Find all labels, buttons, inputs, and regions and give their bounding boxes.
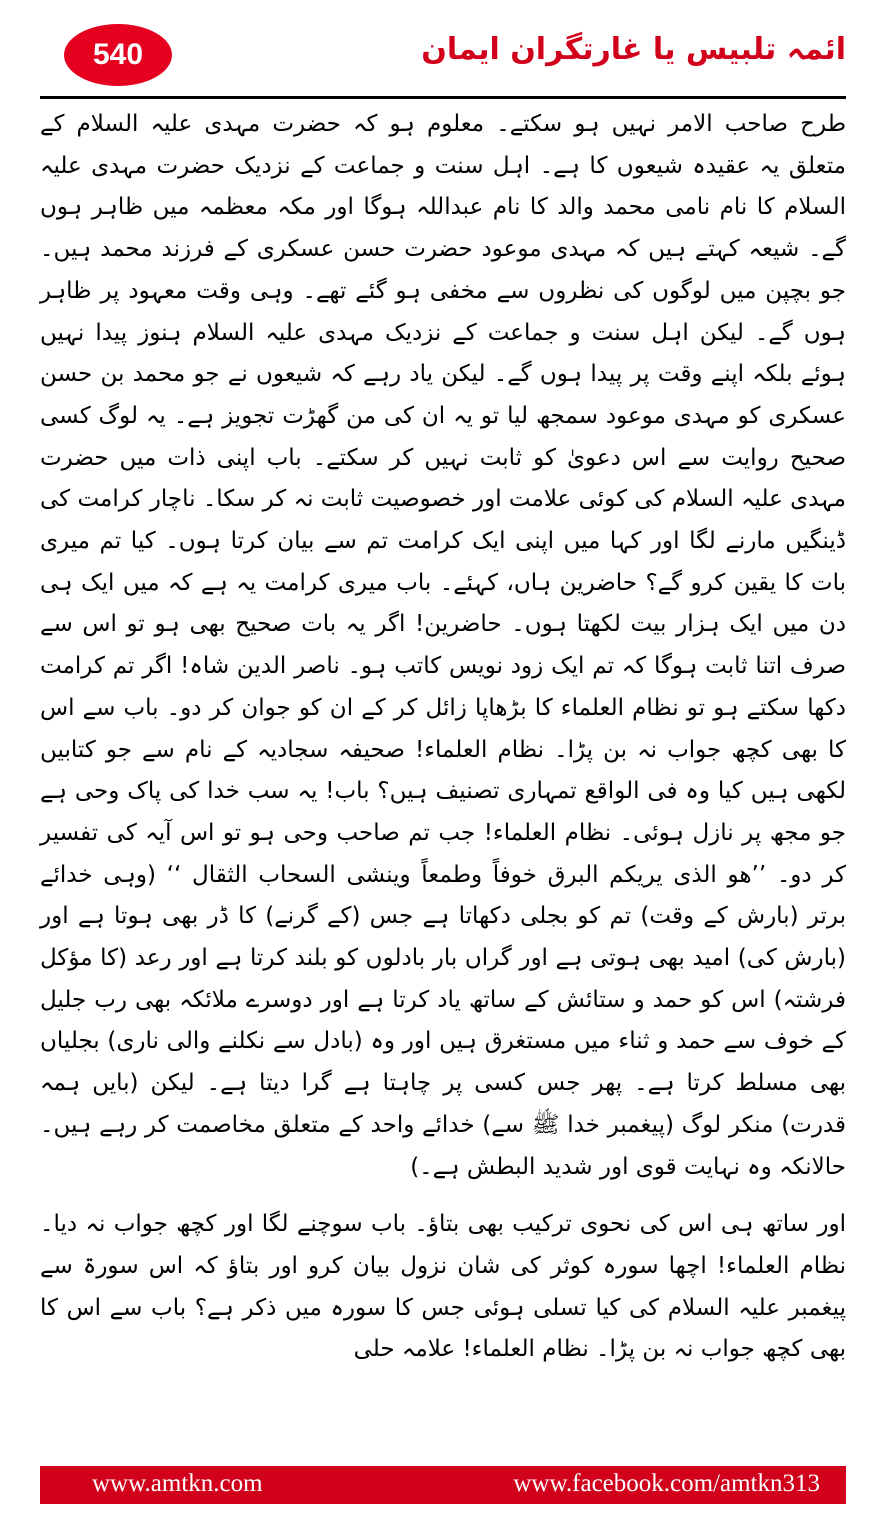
footer-bar — [40, 1466, 846, 1504]
body-paragraph-2: اور ساتھ ہی اس کی نحوی ترکیب بھی بتاؤ۔ باب سوچنے لگا اور کچھ جواب نہ دیا۔ نظام العلماء! اچھا سورہ کوثر کی شان نزول بیان کرو اور بتاؤ کہ اس سورۃ سے پیغمبر علیہ السلام کی کیا تسلی ہوئی جس کا سورہ میں ذکر ہے؟ باب سے اس کا بھی کچھ جواب نہ بن پڑا۔ نظام العلماء! علامہ حلی — [40, 1211, 846, 1363]
facebook-link[interactable]: www.facebook.com/amtkn313 — [513, 1470, 820, 1497]
page-body — [40, 104, 846, 1371]
body-paragraph-1: طرح صاحب الامر نہیں ہو سکتے۔ معلوم ہو کہ حضرت مہدی علیہ السلام کے متعلق یہ عقیدہ شیعوں کا ہے۔ اہل سنت و جماعت کے نزدیک حضرت مہدی علیہ السلام کا نام نامی محمد والد کا نام عبداللہ ہوگا اور مکہ معظمہ میں ظاہر ہوں گے۔ شیعہ کہتے ہیں کہ مہدی موعود حضرت حسن عسکری کے فرزند محمد ہیں۔ جو بچپن میں لوگوں کی نظروں سے مخفی ہو گئے تھے۔ وہی وقت معہود پر ظاہر ہوں گے۔ لیکن اہل سنت و جماعت کے نزدیک مہدی علیہ السلام ہنوز پیدا نہیں ہوئے بلکہ اپنے وقت پر پیدا ہوں گے۔ لیکن یاد رہے کہ شیعوں نے جو محمد بن حسن عسکری کو مہدی موعود سمجھ لیا تو یہ ان کی من گھڑت تجویز ہے۔ یہ لوگ کسی صحیح روایت سے اس دعویٰ کو ثابت نہیں کر سکتے۔ باب اپنی ذات میں حضرت مہدی علیہ السلام کی کوئی علامت اور خصوصیت ثابت نہ کر سکا۔ ناچار کرامت کی ڈینگیں مارنے لگا اور کہا میں اپنی ایک کرامت تم سے بیان کرتا ہوں۔ کیا تم میری بات کا یقین کرو گے؟ حاضرین ہاں، کہئے۔ باب میری کرامت یہ ہے کہ میں ایک ہی دن میں ایک ہزار بیت لکھتا ہوں۔ حاضرین! اگر یہ بات صحیح بھی ہو تو اس سے صرف اتنا ثابت ہوگا کہ تم ایک زود نویس کاتب ہو۔ ناصر الدین شاہ! اگر تم کرامت دکھا سکتے ہو تو نظام العلماء کا بڑھاپا زائل کر کے ان کو جوان کر دو۔ باب سے اس کا بھی کچھ جواب نہ بن پڑا۔ نظام العلماء! صحیفہ سجادیہ کے نام سے جو کتابیں لکھی ہیں کیا وہ فی الواقع تمہاری تصنیف ہیں؟ باب! یہ سب خدا کی پاک وحی ہے جو مجھ پر نازل ہوئی۔ نظام العلماء! جب تم صاحب وحی ہو تو اس آیہ کی تفسیر کر دو۔ ’’ھو الذی یریکم البرق خوفاً وطمعاً وینشی السحاب الثقال ‘‘ (وہی خدائے برتر (بارش کے وقت) تم کو بجلی دکھاتا ہے جس (کے گرنے) کا ڈر بھی ہوتا ہے اور (بارش کی) امید بھی ہوتی ہے اور گراں بار بادلوں کو بلند کرتا ہے اور رعد (کا مؤکل فرشتہ) اس کو حمد و ستائش کے ساتھ یاد کرتا ہے اور دوسرے ملائکہ بھی رب جلیل کے خوف سے حمد و ثناء میں مستغرق ہیں اور وہ (بادل سے نکلنے والی ناری) بجلیاں بھی مسلط کرتا ہے۔ پھر جس کسی پر چاہتا ہے گرا دیتا ہے۔ لیکن (بایں ہمہ قدرت) منکر لوگ (پیغمبر خدا ﷺ سے) خدائے واحد کے متعلق مخاصمت کر رہے ہیں۔ حالانکہ وہ نہایت قوی اور شدید البطش ہے۔) — [40, 111, 846, 1180]
header-divider — [40, 96, 846, 99]
page-header — [40, 24, 846, 96]
website-link[interactable]: www.amtkn.com — [92, 1470, 263, 1497]
page-number-badge: 540 — [64, 24, 172, 86]
book-title: ائمہ تلبیس یا غارتگران ایمان — [421, 32, 846, 67]
